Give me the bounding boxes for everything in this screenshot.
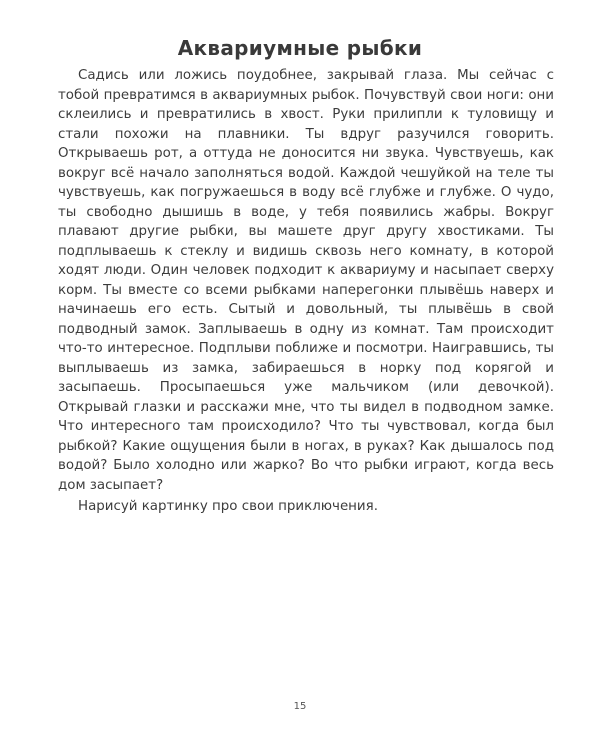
story-text xyxy=(58,66,554,517)
drawing-instruction: Нарисуй картинку про свои приключения. xyxy=(78,499,378,514)
page-title: Аквариумные рыбки xyxy=(177,36,423,60)
story-paragraph: Садись или ложись поудобнее, закрывай глаза. Мы сейчас с тобой превратимся в аквариумных рыбок. Почувствуй свои ноги: они склеились и превратились в хвост. Руки прилипли к туловищу и стали похожи на плавники. Ты вдруг разучился говорить. Открываешь рот, а оттуда не доносится ни звука. Чувствуешь, как вокруг всё начало заполняться водой. Каждой чешуйкой на теле ты чувствуешь, как погружаешься в воду всё глубже и глубже. О чудо, ты свободно дышишь в воде, у тебя появились жабры. Вокруг плавают другие рыбки, вы машете друг другу хвостиками. Ты подплываешь к стеклу и видишь сквозь него комнату, в которой ходят люди. Один человек подходит к аквариуму и насыпает сверху корм. Ты вместе со всеми рыбками наперегонки плывёшь наверх и начинаешь его есть. Сытый и довольный, ты плывёшь в свой подводный замок. Заплываешь в одну из комнат. Там происходит что-то интересное. Подплыви поближе и посмотри. Наигравшись, ты выплываешь из замка, забираешься в норку под корягой и засыпаешь. Просыпаешься уже мальчиком (или девочкой). Открывай глазки и расскажи мне, что ты видел в подводном замке. Что интересного там происходило? Что ты чувствовал, когда был рыбкой? Какие ощущения были в ногах, в руках? Как дышалось под водой? Было холодно или жарко? Во что рыбки играют, когда весь дом засыпает? xyxy=(58,68,554,493)
page-number: 15 xyxy=(293,701,307,712)
